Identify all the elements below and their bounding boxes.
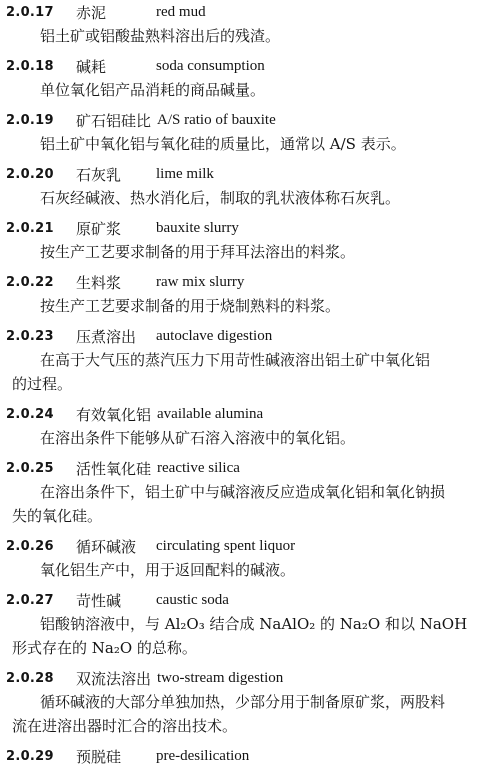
term-definition-continued: 流在进溶出器时汇合的溶出技术。 bbox=[12, 717, 238, 735]
term-chinese: 有效氧化铝 bbox=[76, 405, 152, 424]
term-definition: 石灰经碱液、热水消化后，制取的乳状液体称石灰乳。 bbox=[40, 189, 401, 207]
term-2-0-28 bbox=[0, 666, 500, 738]
term-number: 2.0.21 bbox=[6, 220, 54, 236]
term-english: pre-desilication bbox=[156, 747, 250, 764]
term-chinese: 赤泥 bbox=[76, 3, 107, 22]
term-number: 2.0.24 bbox=[6, 406, 54, 422]
term-chinese: 矿石铝硅比 bbox=[76, 111, 152, 130]
term-chinese: 预脱硅 bbox=[76, 747, 122, 766]
term-definition-continued: 形式存在的 Na₂O 的总称。 bbox=[12, 639, 197, 657]
term-english: raw mix slurry bbox=[156, 273, 245, 290]
term-english: circulating spent liquor bbox=[156, 537, 296, 554]
term-2-0-19 bbox=[0, 108, 500, 156]
term-english: red mud bbox=[156, 3, 206, 20]
term-chinese: 活性氧化硅 bbox=[76, 459, 152, 478]
term-2-0-23 bbox=[0, 324, 500, 396]
term-number: 2.0.25 bbox=[6, 460, 54, 476]
term-2-0-18 bbox=[0, 54, 500, 102]
term-2-0-25 bbox=[0, 456, 500, 528]
term-english: reactive silica bbox=[157, 459, 240, 476]
term-definition-continued: 的过程。 bbox=[12, 375, 73, 393]
term-2-0-29 bbox=[0, 744, 500, 768]
term-number: 2.0.22 bbox=[6, 274, 54, 290]
term-2-0-26 bbox=[0, 534, 500, 582]
term-definition: 循环碱液的大部分单独加热，少部分用于制备原矿浆，两股料 bbox=[40, 693, 446, 711]
term-definition: 氧化铝生产中，用于返回配料的碱液。 bbox=[40, 561, 296, 579]
term-number: 2.0.29 bbox=[6, 748, 54, 764]
term-definition: 铝酸钠溶液中，与 Al₂O₃ 结合成 NaAlO₂ 的 Na₂O 和以 NaOH bbox=[40, 615, 468, 633]
term-definition-continued: 失的氧化硅。 bbox=[12, 507, 103, 525]
term-number: 2.0.27 bbox=[6, 592, 54, 608]
term-chinese: 原矿浆 bbox=[76, 219, 122, 238]
term-number: 2.0.19 bbox=[6, 112, 54, 128]
term-definition: 在高于大气压的蒸汽压力下用苛性碱液溶出铝土矿中氧化铝 bbox=[40, 351, 431, 369]
term-2-0-27 bbox=[0, 588, 500, 660]
term-english: A/S ratio of bauxite bbox=[157, 111, 276, 128]
term-number: 2.0.18 bbox=[6, 58, 54, 74]
term-2-0-20 bbox=[0, 162, 500, 210]
term-english: two-stream digestion bbox=[157, 669, 284, 686]
term-definition: 铝土矿中氧化铝与氧化硅的质量比，通常以 A/S 表示。 bbox=[40, 135, 406, 153]
term-definition: 在溶出条件下能够从矿石溶入溶液中的氧化铝。 bbox=[40, 429, 356, 447]
term-chinese: 压煮溶出 bbox=[76, 327, 137, 346]
term-number: 2.0.28 bbox=[6, 670, 54, 686]
term-definition: 按生产工艺要求制备的用于拜耳法溶出的料浆。 bbox=[40, 243, 356, 261]
term-english: bauxite slurry bbox=[156, 219, 239, 236]
term-number: 2.0.26 bbox=[6, 538, 54, 554]
term-chinese: 碱耗 bbox=[76, 57, 107, 76]
term-number: 2.0.17 bbox=[6, 4, 54, 20]
term-2-0-17 bbox=[0, 0, 500, 48]
term-chinese: 双流法溶出 bbox=[76, 669, 152, 688]
term-chinese: 苛性碱 bbox=[76, 591, 122, 610]
term-english: caustic soda bbox=[156, 591, 229, 608]
term-english: lime milk bbox=[156, 165, 214, 182]
term-english: autoclave digestion bbox=[156, 327, 273, 344]
term-number: 2.0.20 bbox=[6, 166, 54, 182]
term-definition: 按生产工艺要求制备的用于烧制熟料的料浆。 bbox=[40, 297, 341, 315]
term-number: 2.0.23 bbox=[6, 328, 54, 344]
term-definition: 单位氧化铝产品消耗的商品碱量。 bbox=[40, 81, 266, 99]
term-2-0-21 bbox=[0, 216, 500, 264]
term-definition: 铝土矿或铝酸盐熟料溶出后的残渣。 bbox=[40, 27, 281, 45]
term-2-0-24 bbox=[0, 402, 500, 450]
term-chinese: 循环碱液 bbox=[76, 537, 137, 556]
term-english: soda consumption bbox=[156, 57, 265, 74]
term-chinese: 生料浆 bbox=[76, 273, 122, 292]
term-chinese: 石灰乳 bbox=[76, 165, 122, 184]
term-definition: 在溶出条件下，铝土矿中与碱溶液反应造成氧化铝和氧化钠损 bbox=[40, 483, 446, 501]
term-english: available alumina bbox=[157, 405, 264, 422]
term-2-0-22 bbox=[0, 270, 500, 318]
